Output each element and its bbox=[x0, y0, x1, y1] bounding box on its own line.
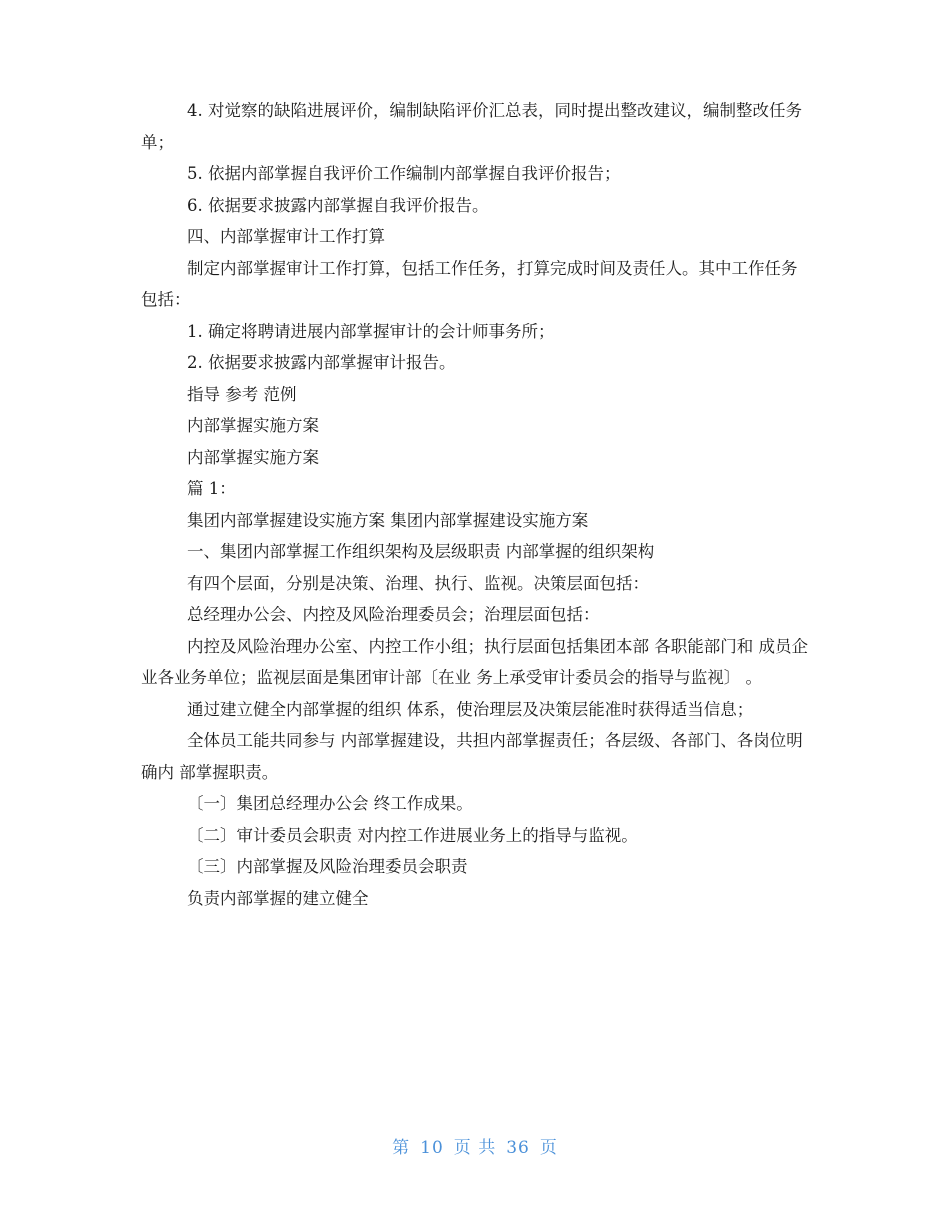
paragraph-14: 有四个层面，分别是决策、治理、执行、监视。决策层面包括： bbox=[187, 573, 649, 593]
document-body bbox=[141, 95, 811, 914]
paragraph-13: 一、集团内部掌握工作组织架构及层级职责 内部掌握的组织架构 bbox=[187, 542, 655, 561]
footer-middle: 页 共 bbox=[453, 1138, 497, 1158]
paragraph-18: 全体员工能共同参与 内部掌握建设，共担内部掌握责任；各层级、各部门、各岗位明确内 部掌握职责。 bbox=[141, 731, 803, 782]
paragraph-21: 〔三〕内部掌握及风险治理委员会职责 bbox=[187, 857, 468, 876]
paragraph-7: 2. 依据要求披露内部掌握审计报告。 bbox=[187, 353, 456, 372]
paragraph-11: 篇 1： bbox=[187, 479, 236, 498]
paragraph-6: 1. 确定将聘请进展内部掌握审计的会计师事务所； bbox=[187, 321, 555, 341]
page-footer bbox=[0, 1133, 950, 1158]
footer-suffix: 页 bbox=[539, 1138, 558, 1158]
paragraph-1: 4. 对觉察的缺陷进展评价，编制缺陷评价汇总表，同时提出整改建议，编制整改任务单； bbox=[141, 101, 802, 152]
section-heading-4: 四、内部掌握审计工作打算 bbox=[187, 227, 385, 246]
paragraph-5: 制定内部掌握审计工作打算，包括工作任务，打算完成时间及责任人。其中工作任务包括： bbox=[141, 258, 798, 309]
footer-current-page: 10 bbox=[420, 1138, 444, 1158]
paragraph-8: 指导 参考 范例 bbox=[187, 384, 297, 404]
paragraph-9: 内部掌握实施方案 bbox=[187, 416, 319, 435]
paragraph-17: 通过建立健全内部掌握的组织 体系，使治理层及决策层能准时获得适当信息； bbox=[187, 699, 754, 719]
footer-prefix: 第 bbox=[392, 1138, 411, 1158]
paragraph-15: 总经理办公会、内控及风险治理委员会；治理层面包括： bbox=[187, 605, 600, 624]
paragraph-20: 〔二〕审计委员会职责 对内控工作进展业务上的指导与监视。 bbox=[187, 825, 638, 845]
paragraph-19: 〔一〕集团总经理办公会 终工作成果。 bbox=[187, 794, 473, 813]
footer-total-pages: 36 bbox=[506, 1138, 530, 1158]
paragraph-12: 集团内部掌握建设实施方案 集团内部掌握建设实施方案 bbox=[187, 510, 589, 530]
paragraph-2: 5. 依据内部掌握自我评价工作编制内部掌握自我评价报告； bbox=[187, 164, 621, 183]
paragraph-22: 负责内部掌握的建立健全 bbox=[187, 888, 369, 908]
paragraph-16: 内控及风险治理办公室、内控工作小组；执行层面包括集团本部 各职能部门和 成员企业各业务单位；监视层面是集团审计部〔在业 务上承受审计委员会的指导与监视〕 。 bbox=[141, 636, 808, 687]
paragraph-3: 6. 依据要求披露内部掌握自我评价报告。 bbox=[187, 195, 489, 215]
paragraph-10: 内部掌握实施方案 bbox=[187, 447, 319, 467]
